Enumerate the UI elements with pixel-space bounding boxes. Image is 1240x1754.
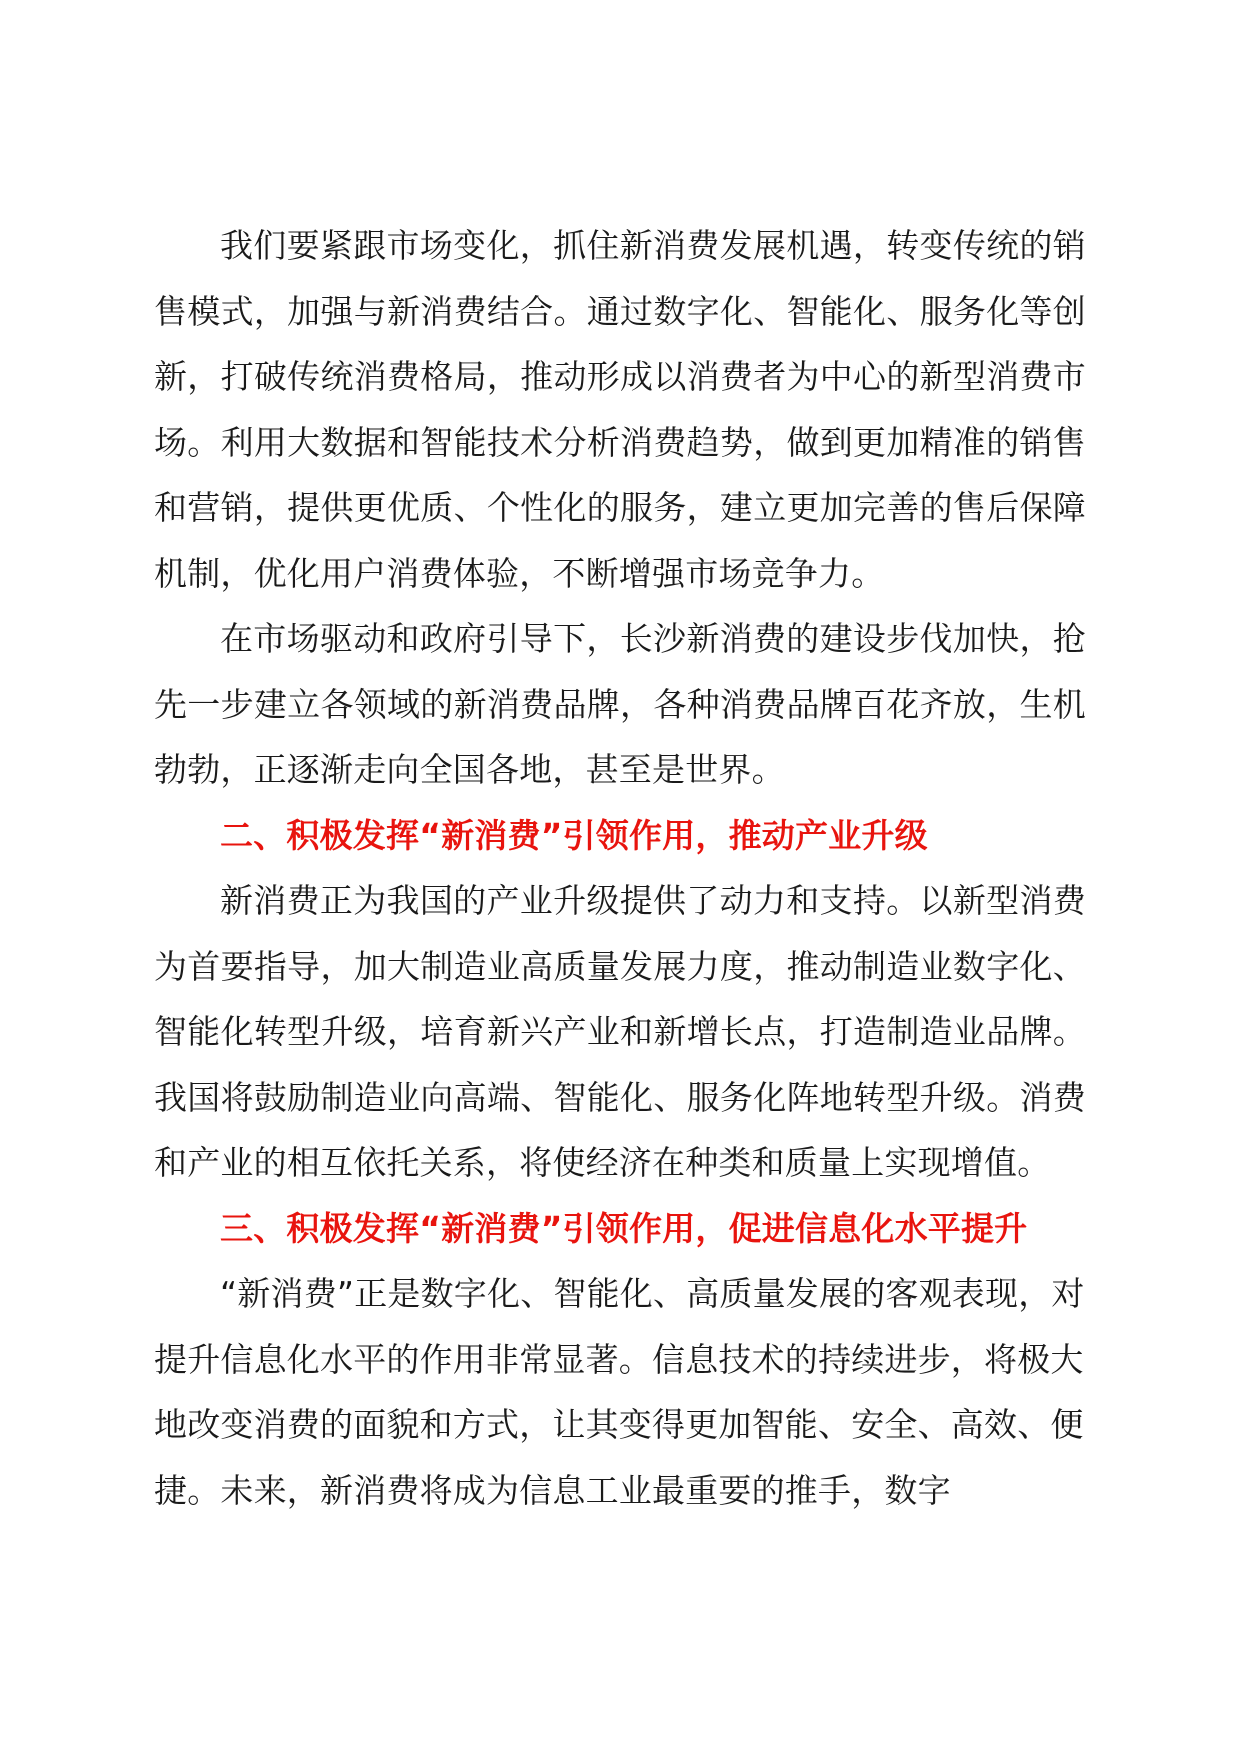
paragraph-changsha-brands: 在市场驱动和政府引导下，长沙新消费的建设步伐加快，抢先一步建立各领域的新消费品牌，各种消费品牌百花齐放，生机勃勃，正逐渐走向全国各地，甚至是世界。 [154,619,1086,789]
document-body [154,213,1086,1523]
paragraph-new-consumption-market: 我们要紧跟市场变化，抓住新消费发展机遇，转变传统的销售模式，加强与新消费结合。通过数字化、智能化、服务化等创新，打破传统消费格局，推动形成以消费者为中心的新型消费市场。利用大数据和智能技术分析消费趋势，做到更加精准的销售和营销，提供更优质、个性化的服务，建立更加完善的售后保障机制，优化用户消费体验，不断增强市场竞争力。 [154,226,1086,593]
section-heading-informatization: 三、积极发挥“新消费”引领作用，促进信息化水平提升 [220,1208,1028,1248]
paragraph-industrial-upgrade: 新消费正为我国的产业升级提供了动力和支持。以新型消费为首要指导，加大制造业高质量发展力度，推动制造业数字化、智能化转型升级，培育新兴产业和新增长点，打造制造业品牌。我国将鼓励制造业向高端、智能化、服务化阵地转型升级。消费和产业的相互依托关系，将使经济在种类和质量上实现增值。 [154,881,1086,1182]
paragraph-informatization: “新消费”正是数字化、智能化、高质量发展的客观表现，对提升信息化水平的作用非常显著。信息技术的持续进步，将极大地改变消费的面貌和方式，让其变得更加智能、安全、高效、便捷。未来，新消费将成为信息工业最重要的推手，数字 [154,1274,1085,1510]
section-heading-industrial-upgrade: 二、积极发挥“新消费”引领作用，推动产业升级 [220,815,928,855]
